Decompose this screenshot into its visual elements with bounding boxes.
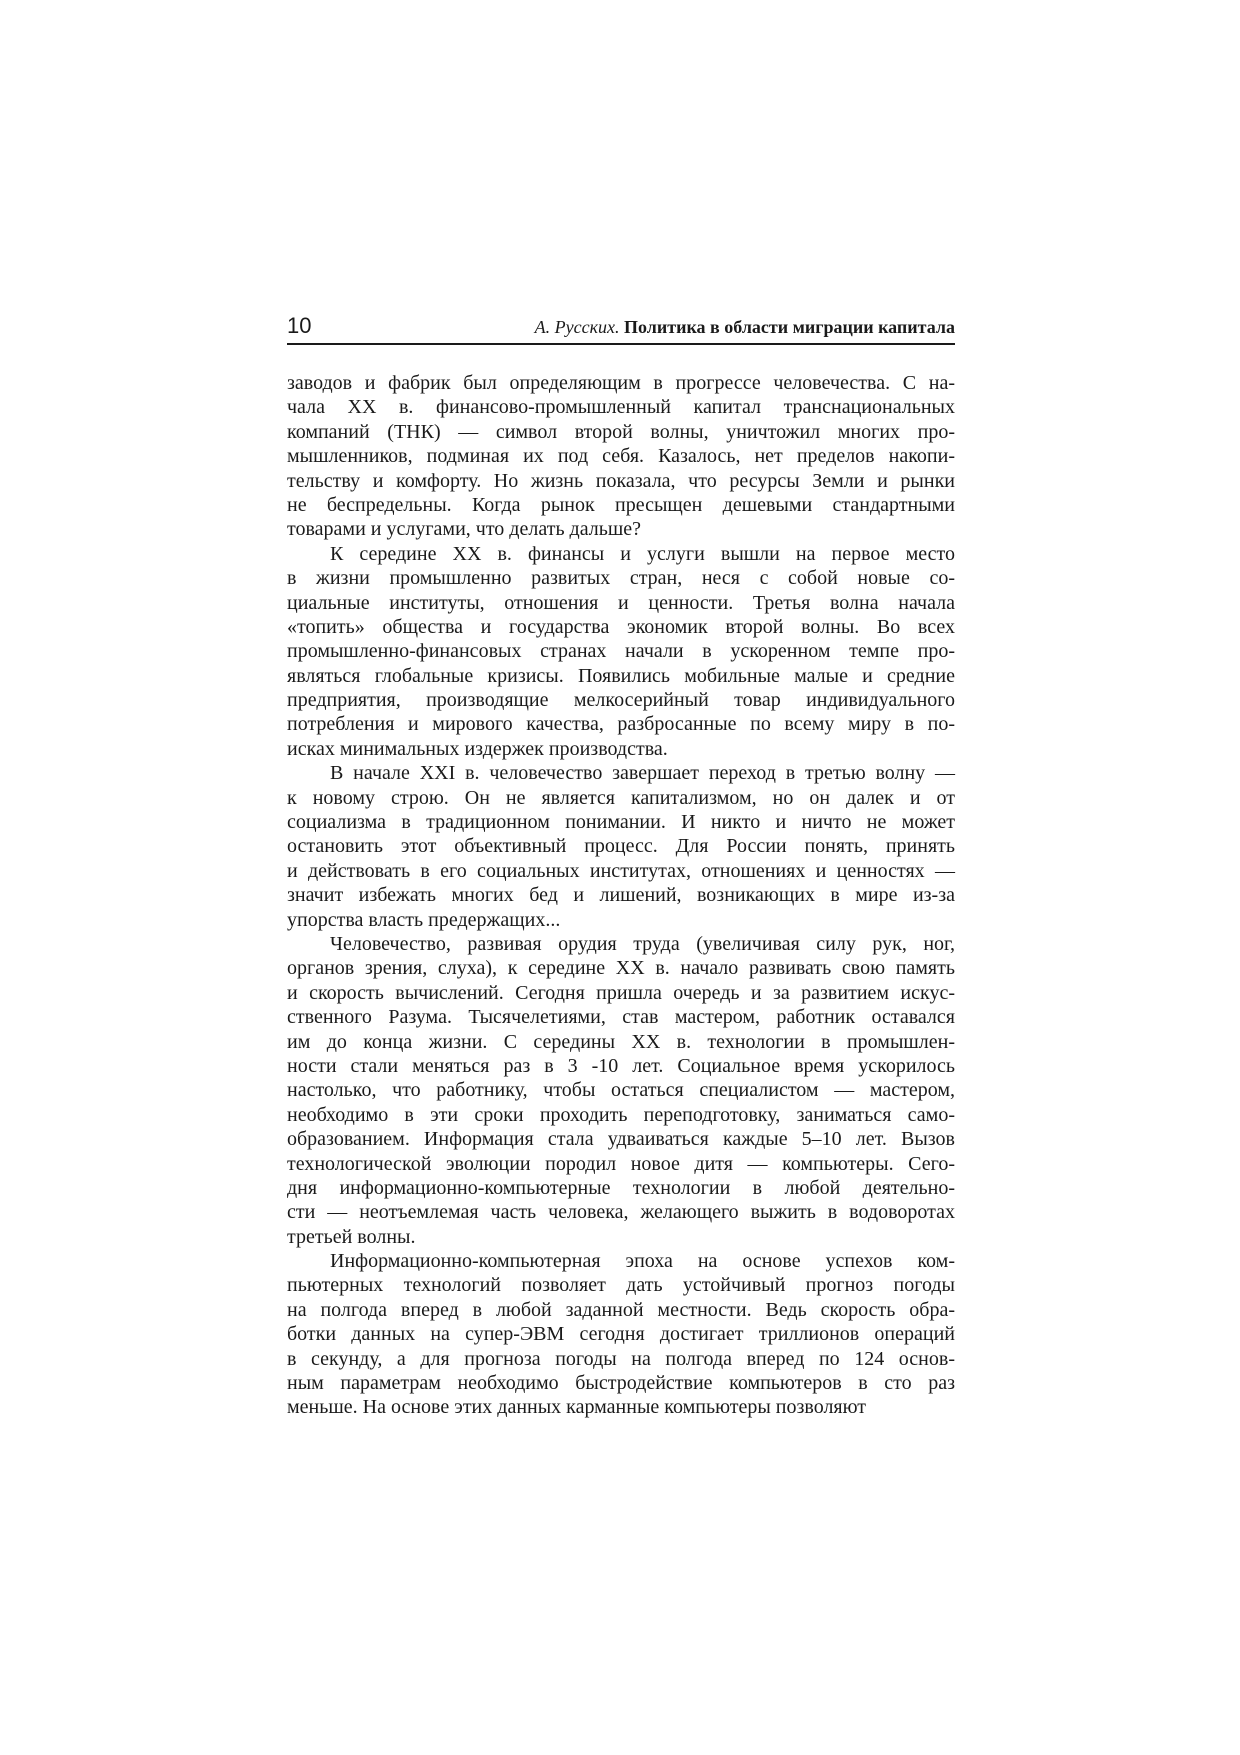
text-line: и скорость вычислений. Сегодня пришла очередь и за развитием искус-: [287, 981, 955, 1004]
text-line: циальные институты, отношения и ценности. Третья волна начала: [287, 591, 955, 614]
text-line: сти — неотъемлемая часть человека, желающего выжить в водоворотах: [287, 1201, 955, 1224]
text-line: тельству и комфорту. Но жизнь показала, что ресурсы Земли и рынки: [287, 469, 955, 492]
text-line: третьей волны.: [287, 1225, 416, 1248]
text-line: промышленно-финансовых странах начали в ускоренном темпе про-: [287, 640, 955, 663]
text-line: мышленников, подминая их под себя. Казалось, нет пределов накопи-: [287, 445, 955, 468]
text-line: не беспредельны. Когда рынок пресыщен дешевыми стандартными: [287, 493, 955, 516]
text-line: упорства власть предержащих...: [287, 908, 561, 931]
text-line: дня информационно-компьютерные технологии в любой деятельно-: [287, 1176, 955, 1199]
text-line: на полгода вперед в любой заданной местности. Ведь скорость обра-: [287, 1298, 955, 1321]
text-line: являться глобальные кризисы. Появились мобильные малые и средние: [287, 664, 955, 687]
paragraph: [287, 542, 955, 762]
text-line: и действовать в его социальных институтах, отношениях и ценностях —: [287, 859, 955, 882]
text-line: заводов и фабрик был определяющим в прогрессе человечества. С на-: [287, 372, 955, 394]
text-line: меньше. На основе этих данных карманные компьютеры позволяют: [287, 1396, 867, 1419]
text-line: ственного Разума. Тысячелетиями, став мастером, работник оставался: [287, 1006, 955, 1029]
text-line: К середине ХХ в. финансы и услуги вышли на первое место: [330, 542, 955, 565]
text-line: в секунду, а для прогноза погоды на полгода вперед по 124 основ-: [287, 1347, 955, 1370]
text-line: настолько, что работнику, чтобы остаться специалистом — мастером,: [287, 1079, 955, 1102]
text-line: к новому строю. Он не является капитализмом, но он далек и от: [287, 786, 955, 809]
text-line: остановить этот объективный процесс. Для России понять, принять: [287, 835, 955, 858]
text-line: необходимо в эти сроки проходить переподготовку, заниматься само-: [287, 1103, 955, 1126]
running-title: [535, 316, 955, 338]
paragraph: [287, 371, 955, 542]
text-line: товарами и услугами, что делать дальше?: [287, 518, 642, 541]
text-line: исках минимальных издержек производства.: [287, 737, 668, 760]
text-line: ности стали меняться раз в 3 -10 лет. Социальное время ускорилось: [287, 1054, 955, 1077]
text-line: В начале ХХI в. человечество завершает переход в третью волну —: [330, 762, 955, 785]
text-line: в жизни промышленно развитых стран, неся с собой новые со-: [287, 567, 955, 590]
paragraph: [287, 761, 955, 932]
body-text: [287, 371, 955, 1420]
text-line: значит избежать многих бед и лишений, возникающих в мире из-за: [287, 884, 955, 907]
text-line: технологической эволюции породил новое дитя — компьютеры. Сего-: [287, 1152, 955, 1175]
text-line: компаний (ТНК) — символ второй волны, уничтожил многих про-: [287, 420, 955, 443]
text-line: социализма в традиционном понимании. И никто и ничто не может: [287, 811, 955, 834]
text-line: потребления и мирового качества, разбросанные по всему миру в по-: [287, 713, 955, 736]
text-line: предприятия, производящие мелкосерийный товар индивидуального: [287, 689, 955, 712]
text-line: чала ХХ в. финансово-промышленный капитал транснациональных: [287, 396, 955, 419]
text-line: пьютерных технологий позволяет дать устойчивый прогноз погоды: [287, 1274, 955, 1297]
author-name: А. Русских.: [534, 317, 620, 337]
book-title: Политика в области миграции капитала: [624, 317, 955, 337]
text-line: им до конца жизни. С середины ХХ в. технологии в промышлен-: [287, 1030, 955, 1053]
text-line: ботки данных на супер-ЭВМ сегодня достигает триллионов операций: [287, 1323, 955, 1346]
text-line: «топить» общества и государства экономик второй волны. Во всех: [287, 615, 955, 638]
text-line: Информационно-компьютерная эпоха на основе успехов ком-: [330, 1250, 955, 1273]
text-line: образованием. Информация стала удваиваться каждые 5–10 лет. Вызов: [287, 1128, 955, 1151]
text-line: Человечество, развивая орудия труда (увеличивая силу рук, ног,: [330, 932, 955, 955]
paragraph: [287, 932, 955, 1249]
paragraph: [287, 1249, 955, 1420]
text-line: органов зрения, слуха), к середине ХХ в. начало развивать свою память: [287, 957, 955, 980]
page-number: 10: [287, 313, 312, 338]
running-head: [287, 313, 955, 345]
text-line: ным параметрам необходимо быстродействие компьютеров в сто раз: [287, 1372, 955, 1395]
